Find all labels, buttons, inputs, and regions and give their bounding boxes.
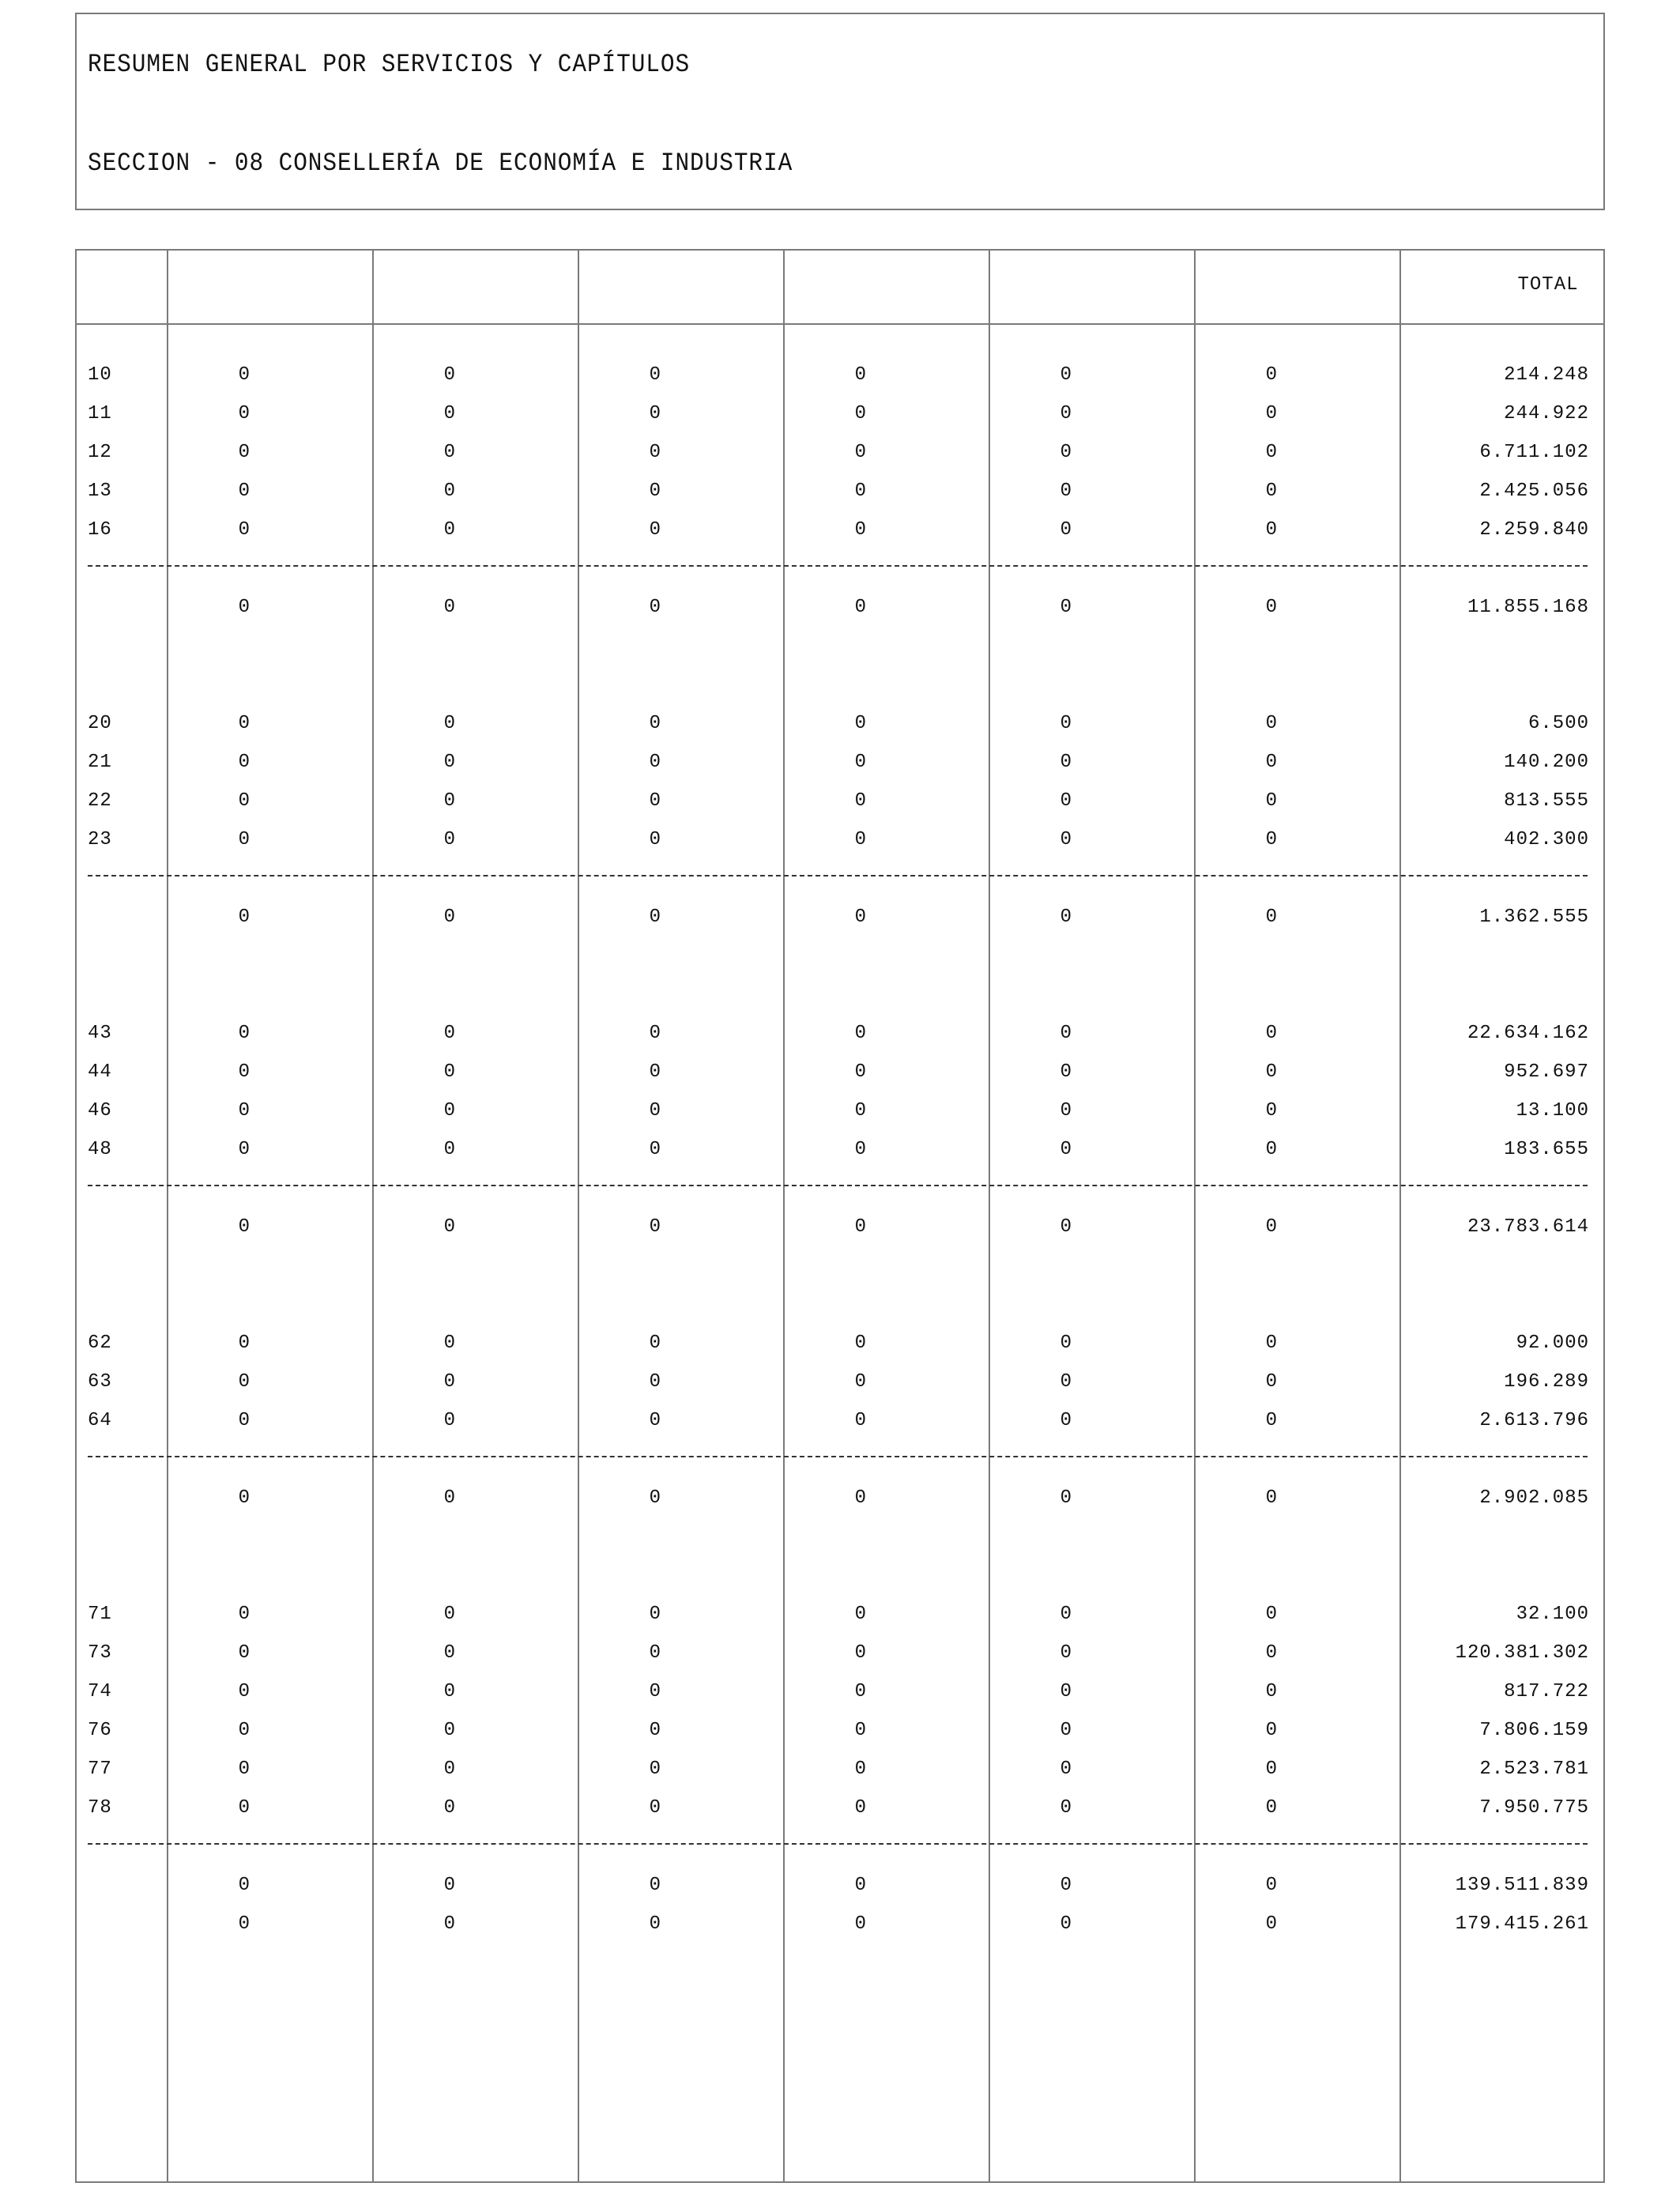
cell-value: 0 bbox=[443, 1487, 456, 1509]
row-code: 22 bbox=[88, 790, 112, 812]
cell-value: 0 bbox=[238, 481, 250, 502]
subtotal-row bbox=[77, 1216, 1603, 1239]
cell-value: 0 bbox=[854, 1333, 867, 1354]
cell-value: 0 bbox=[443, 1139, 456, 1160]
cell-value: 0 bbox=[443, 1642, 456, 1664]
cell-value: 0 bbox=[443, 1410, 456, 1431]
cell-value: 0 bbox=[649, 364, 661, 386]
cell-value: 0 bbox=[443, 1797, 456, 1819]
cell-value: 0 bbox=[443, 1875, 456, 1896]
cell-value: 0 bbox=[649, 1759, 661, 1780]
cell-value: 0 bbox=[1060, 829, 1072, 850]
cell-value: 0 bbox=[443, 752, 456, 773]
table-row bbox=[77, 1642, 1603, 1665]
cell-value: 0 bbox=[1265, 829, 1278, 850]
cell-value: 0 bbox=[1060, 519, 1072, 541]
cell-total: 813.555 bbox=[1504, 790, 1589, 812]
cell-value: 0 bbox=[1265, 713, 1278, 734]
table-row bbox=[77, 480, 1603, 503]
cell-value: 0 bbox=[1265, 1681, 1278, 1702]
cell-value: 0 bbox=[443, 1023, 456, 1044]
cell-value: 0 bbox=[1265, 1642, 1278, 1664]
row-code: 13 bbox=[88, 481, 112, 502]
cell-value: 0 bbox=[238, 1913, 250, 1935]
cell-total: 11.855.168 bbox=[1467, 597, 1589, 618]
subtotal-row bbox=[77, 1487, 1603, 1510]
cell-value: 0 bbox=[238, 1720, 250, 1741]
cell-value: 0 bbox=[649, 790, 661, 812]
cell-value: 0 bbox=[649, 1023, 661, 1044]
table-row bbox=[77, 518, 1603, 542]
cell-value: 0 bbox=[854, 403, 867, 424]
cell-value: 0 bbox=[649, 403, 661, 424]
cell-value: 0 bbox=[649, 1913, 661, 1935]
cell-value: 0 bbox=[649, 1333, 661, 1354]
cell-value: 0 bbox=[1060, 1720, 1072, 1741]
cell-value: 0 bbox=[1060, 713, 1072, 734]
cell-value: 0 bbox=[649, 1487, 661, 1509]
cell-value: 0 bbox=[443, 790, 456, 812]
cell-value: 0 bbox=[443, 1681, 456, 1702]
cell-total: 179.415.261 bbox=[1455, 1913, 1589, 1935]
cell-value: 0 bbox=[854, 790, 867, 812]
header-rule bbox=[77, 323, 1603, 325]
cell-value: 0 bbox=[854, 481, 867, 502]
table-row bbox=[77, 712, 1603, 736]
cell-total: 7.950.775 bbox=[1479, 1797, 1589, 1819]
cell-value: 0 bbox=[238, 1023, 250, 1044]
cell-value: 0 bbox=[1060, 597, 1072, 618]
cell-value: 0 bbox=[238, 1797, 250, 1819]
cell-value: 0 bbox=[1265, 1100, 1278, 1122]
cell-value: 0 bbox=[1060, 1797, 1072, 1819]
cell-value: 0 bbox=[443, 907, 456, 928]
cell-total: 952.697 bbox=[1504, 1061, 1589, 1083]
cell-value: 0 bbox=[649, 481, 661, 502]
cell-value: 0 bbox=[649, 1216, 661, 1238]
cell-value: 0 bbox=[1060, 1061, 1072, 1083]
table-row bbox=[77, 1603, 1603, 1627]
cell-total: 139.511.839 bbox=[1455, 1875, 1589, 1896]
cell-value: 0 bbox=[854, 1875, 867, 1896]
table-row bbox=[77, 1332, 1603, 1355]
cell-value: 0 bbox=[854, 1139, 867, 1160]
table-row bbox=[77, 1680, 1603, 1704]
cell-value: 0 bbox=[1265, 1371, 1278, 1393]
cell-total: 817.722 bbox=[1504, 1681, 1589, 1702]
cell-value: 0 bbox=[443, 364, 456, 386]
cell-value: 0 bbox=[854, 907, 867, 928]
cell-value: 0 bbox=[854, 442, 867, 463]
row-code: 10 bbox=[88, 364, 112, 386]
cell-value: 0 bbox=[238, 597, 250, 618]
cell-value: 0 bbox=[854, 1216, 867, 1238]
cell-value: 0 bbox=[443, 1913, 456, 1935]
cell-total: 22.634.162 bbox=[1467, 1023, 1589, 1044]
row-code: 16 bbox=[88, 519, 112, 541]
table-row bbox=[77, 1796, 1603, 1820]
cell-value: 0 bbox=[443, 403, 456, 424]
cell-total: 7.806.159 bbox=[1479, 1720, 1589, 1741]
cell-value: 0 bbox=[1265, 519, 1278, 541]
cell-value: 0 bbox=[649, 519, 661, 541]
table-row bbox=[77, 1370, 1603, 1394]
cell-value: 0 bbox=[1060, 1642, 1072, 1664]
row-code: 11 bbox=[88, 403, 112, 424]
cell-value: 0 bbox=[443, 519, 456, 541]
subtotal-separator bbox=[88, 1456, 1588, 1457]
row-code: 12 bbox=[88, 442, 112, 463]
cell-value: 0 bbox=[854, 1720, 867, 1741]
subtotal-row bbox=[77, 906, 1603, 929]
cell-value: 0 bbox=[1265, 790, 1278, 812]
table-row bbox=[77, 1022, 1603, 1046]
cell-value: 0 bbox=[238, 1759, 250, 1780]
cell-value: 0 bbox=[443, 1333, 456, 1354]
cell-value: 0 bbox=[1060, 1333, 1072, 1354]
subtotal-row bbox=[77, 596, 1603, 620]
cell-value: 0 bbox=[1060, 907, 1072, 928]
cell-value: 0 bbox=[1060, 364, 1072, 386]
cell-total: 32.100 bbox=[1516, 1604, 1589, 1625]
cell-value: 0 bbox=[854, 1681, 867, 1702]
cell-value: 0 bbox=[1265, 442, 1278, 463]
cell-value: 0 bbox=[1265, 597, 1278, 618]
table-row bbox=[77, 828, 1603, 852]
cell-value: 0 bbox=[1060, 1875, 1072, 1896]
cell-value: 0 bbox=[443, 829, 456, 850]
cell-value: 0 bbox=[1265, 1410, 1278, 1431]
cell-total: 244.922 bbox=[1504, 403, 1589, 424]
cell-value: 0 bbox=[1265, 1139, 1278, 1160]
cell-value: 0 bbox=[1265, 1913, 1278, 1935]
cell-value: 0 bbox=[649, 1642, 661, 1664]
table-row bbox=[77, 1138, 1603, 1162]
row-code: 63 bbox=[88, 1371, 112, 1393]
cell-total: 6.500 bbox=[1527, 713, 1589, 734]
report-title: RESUMEN GENERAL POR SERVICIOS Y CAPÍTULOS bbox=[88, 50, 691, 79]
subtotal-separator bbox=[88, 875, 1588, 876]
table-row bbox=[77, 1719, 1603, 1743]
cell-value: 0 bbox=[238, 364, 250, 386]
cell-value: 0 bbox=[854, 364, 867, 386]
table-row bbox=[77, 1061, 1603, 1084]
grand-total-row bbox=[77, 1913, 1603, 1936]
subtotal-separator bbox=[88, 1185, 1588, 1186]
cell-value: 0 bbox=[443, 442, 456, 463]
table-row bbox=[77, 1409, 1603, 1433]
row-code: 44 bbox=[88, 1061, 112, 1083]
total-column-header: TOTAL bbox=[1517, 274, 1579, 296]
cell-value: 0 bbox=[238, 1487, 250, 1509]
subtotal-separator bbox=[88, 1843, 1588, 1845]
cell-value: 0 bbox=[649, 1100, 661, 1122]
cell-value: 0 bbox=[238, 713, 250, 734]
cell-value: 0 bbox=[1060, 1681, 1072, 1702]
cell-total: 92.000 bbox=[1516, 1333, 1589, 1354]
cell-value: 0 bbox=[1265, 364, 1278, 386]
cell-value: 0 bbox=[1060, 1410, 1072, 1431]
cell-value: 0 bbox=[443, 1604, 456, 1625]
cell-value: 0 bbox=[854, 713, 867, 734]
cell-value: 0 bbox=[443, 481, 456, 502]
row-code: 46 bbox=[88, 1100, 112, 1122]
row-code: 23 bbox=[88, 829, 112, 850]
cell-value: 0 bbox=[854, 829, 867, 850]
cell-value: 0 bbox=[238, 403, 250, 424]
cell-value: 0 bbox=[443, 1759, 456, 1780]
section-title: SECCION - 08 CONSELLERÍA DE ECONOMÍA E INDUSTRIA bbox=[88, 149, 793, 178]
cell-value: 0 bbox=[1265, 1604, 1278, 1625]
cell-value: 0 bbox=[1060, 1023, 1072, 1044]
cell-value: 0 bbox=[443, 1061, 456, 1083]
cell-value: 0 bbox=[238, 1061, 250, 1083]
cell-value: 0 bbox=[238, 1333, 250, 1354]
cell-total: 2.613.796 bbox=[1479, 1410, 1589, 1431]
table-row bbox=[77, 1099, 1603, 1123]
cell-value: 0 bbox=[1265, 1875, 1278, 1896]
cell-value: 0 bbox=[443, 713, 456, 734]
cell-value: 0 bbox=[238, 1681, 250, 1702]
cell-value: 0 bbox=[1060, 1139, 1072, 1160]
table-row bbox=[77, 1758, 1603, 1781]
cell-value: 0 bbox=[238, 829, 250, 850]
cell-value: 0 bbox=[443, 1216, 456, 1238]
table-row bbox=[77, 751, 1603, 775]
cell-value: 0 bbox=[443, 1100, 456, 1122]
row-code: 62 bbox=[88, 1333, 112, 1354]
cell-total: 13.100 bbox=[1516, 1100, 1589, 1122]
row-code: 20 bbox=[88, 713, 112, 734]
cell-total: 2.902.085 bbox=[1479, 1487, 1589, 1509]
cell-value: 0 bbox=[1265, 1797, 1278, 1819]
cell-value: 0 bbox=[854, 597, 867, 618]
subtotal-row bbox=[77, 1874, 1603, 1898]
cell-value: 0 bbox=[649, 442, 661, 463]
table-row bbox=[77, 790, 1603, 813]
row-code: 74 bbox=[88, 1681, 112, 1702]
row-code: 64 bbox=[88, 1410, 112, 1431]
cell-value: 0 bbox=[854, 1061, 867, 1083]
cell-value: 0 bbox=[649, 1681, 661, 1702]
cell-value: 0 bbox=[649, 597, 661, 618]
cell-total: 2.425.056 bbox=[1479, 481, 1589, 502]
row-code: 43 bbox=[88, 1023, 112, 1044]
cell-value: 0 bbox=[854, 1604, 867, 1625]
cell-value: 0 bbox=[238, 790, 250, 812]
cell-value: 0 bbox=[1265, 1023, 1278, 1044]
cell-value: 0 bbox=[1265, 752, 1278, 773]
row-code: 76 bbox=[88, 1720, 112, 1741]
cell-total: 196.289 bbox=[1504, 1371, 1589, 1393]
cell-value: 0 bbox=[1060, 752, 1072, 773]
cell-value: 0 bbox=[443, 1371, 456, 1393]
cell-value: 0 bbox=[854, 752, 867, 773]
cell-value: 0 bbox=[238, 1642, 250, 1664]
cell-value: 0 bbox=[238, 752, 250, 773]
cell-value: 0 bbox=[238, 1139, 250, 1160]
cell-value: 0 bbox=[238, 1604, 250, 1625]
cell-total: 140.200 bbox=[1504, 752, 1589, 773]
cell-value: 0 bbox=[854, 1487, 867, 1509]
cell-value: 0 bbox=[649, 1720, 661, 1741]
cell-value: 0 bbox=[238, 1371, 250, 1393]
cell-value: 0 bbox=[238, 907, 250, 928]
cell-value: 0 bbox=[649, 1371, 661, 1393]
cell-value: 0 bbox=[649, 1604, 661, 1625]
cell-value: 0 bbox=[649, 829, 661, 850]
cell-total: 402.300 bbox=[1504, 829, 1589, 850]
cell-value: 0 bbox=[1265, 481, 1278, 502]
row-code: 73 bbox=[88, 1642, 112, 1664]
cell-value: 0 bbox=[854, 519, 867, 541]
cell-total: 23.783.614 bbox=[1467, 1216, 1589, 1238]
cell-value: 0 bbox=[1265, 907, 1278, 928]
cell-value: 0 bbox=[1265, 1759, 1278, 1780]
cell-value: 0 bbox=[1265, 1333, 1278, 1354]
cell-value: 0 bbox=[238, 1100, 250, 1122]
cell-total: 120.381.302 bbox=[1455, 1642, 1589, 1664]
cell-value: 0 bbox=[854, 1759, 867, 1780]
cell-value: 0 bbox=[854, 1100, 867, 1122]
cell-total: 214.248 bbox=[1504, 364, 1589, 386]
cell-value: 0 bbox=[649, 1139, 661, 1160]
cell-value: 0 bbox=[649, 1061, 661, 1083]
cell-value: 0 bbox=[1060, 1759, 1072, 1780]
row-code: 71 bbox=[88, 1604, 112, 1625]
cell-value: 0 bbox=[854, 1913, 867, 1935]
row-code: 78 bbox=[88, 1797, 112, 1819]
cell-value: 0 bbox=[443, 597, 456, 618]
cell-value: 0 bbox=[1060, 1604, 1072, 1625]
cell-value: 0 bbox=[1265, 1720, 1278, 1741]
cell-value: 0 bbox=[1060, 1100, 1072, 1122]
cell-value: 0 bbox=[238, 1216, 250, 1238]
table-row bbox=[77, 364, 1603, 387]
cell-value: 0 bbox=[854, 1642, 867, 1664]
cell-total: 2.259.840 bbox=[1479, 519, 1589, 541]
subtotal-separator bbox=[88, 565, 1588, 567]
summary-table bbox=[75, 249, 1605, 2183]
cell-value: 0 bbox=[649, 1797, 661, 1819]
cell-value: 0 bbox=[1060, 403, 1072, 424]
cell-value: 0 bbox=[238, 442, 250, 463]
cell-value: 0 bbox=[238, 519, 250, 541]
cell-total: 2.523.781 bbox=[1479, 1759, 1589, 1780]
row-code: 48 bbox=[88, 1139, 112, 1160]
cell-value: 0 bbox=[1060, 790, 1072, 812]
cell-value: 0 bbox=[649, 713, 661, 734]
cell-value: 0 bbox=[854, 1023, 867, 1044]
cell-value: 0 bbox=[238, 1410, 250, 1431]
row-code: 77 bbox=[88, 1759, 112, 1780]
cell-value: 0 bbox=[649, 1410, 661, 1431]
cell-value: 0 bbox=[1060, 1913, 1072, 1935]
cell-total: 183.655 bbox=[1504, 1139, 1589, 1160]
cell-value: 0 bbox=[1060, 442, 1072, 463]
cell-value: 0 bbox=[1060, 1371, 1072, 1393]
cell-value: 0 bbox=[854, 1410, 867, 1431]
cell-value: 0 bbox=[1265, 1216, 1278, 1238]
table-row bbox=[77, 441, 1603, 465]
cell-value: 0 bbox=[443, 1720, 456, 1741]
cell-value: 0 bbox=[1265, 403, 1278, 424]
cell-value: 0 bbox=[649, 907, 661, 928]
cell-value: 0 bbox=[1060, 1216, 1072, 1238]
cell-value: 0 bbox=[854, 1371, 867, 1393]
cell-value: 0 bbox=[238, 1875, 250, 1896]
cell-value: 0 bbox=[854, 1797, 867, 1819]
cell-value: 0 bbox=[1060, 1487, 1072, 1509]
cell-value: 0 bbox=[1060, 481, 1072, 502]
table-row bbox=[77, 402, 1603, 426]
cell-value: 0 bbox=[649, 752, 661, 773]
row-code: 21 bbox=[88, 752, 112, 773]
cell-value: 0 bbox=[1265, 1487, 1278, 1509]
report-header-box bbox=[75, 13, 1605, 210]
cell-total: 1.362.555 bbox=[1479, 907, 1589, 928]
cell-value: 0 bbox=[1265, 1061, 1278, 1083]
cell-value: 0 bbox=[649, 1875, 661, 1896]
cell-total: 6.711.102 bbox=[1479, 442, 1589, 463]
